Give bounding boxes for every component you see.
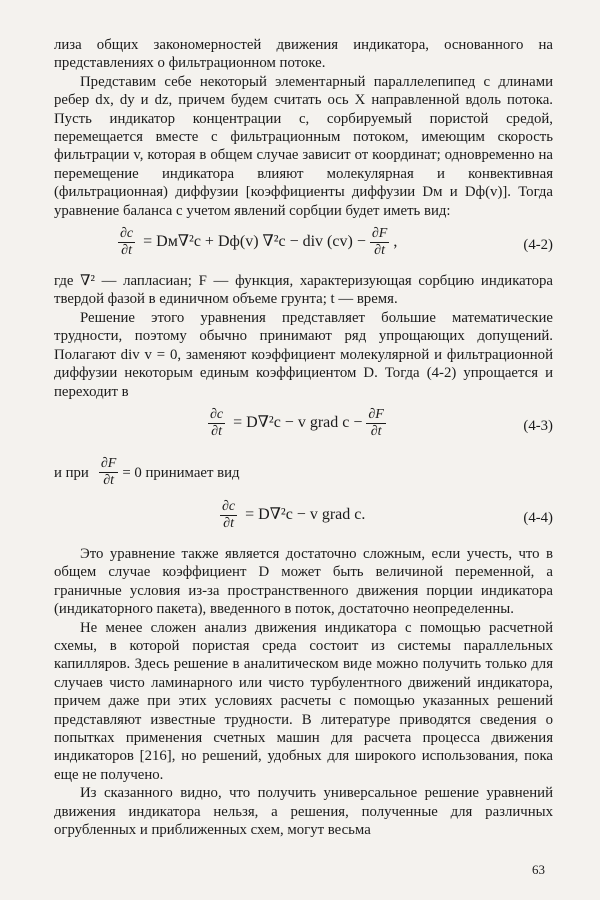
- paragraph-4: Решение этого уравнения представляет большие математические трудности, поэтому обычно принимают ряд упрощающих допущений. Полагают div v = 0, заменяют коэффициент молекулярной и фильтрационной диффузии некоторым единым коэффициентом D. Тогда (4-2) упрощается и переходит в: [54, 309, 553, 400]
- equation-rhs: = D∇²c − v grad c −: [233, 414, 363, 432]
- dF-dt-fraction: [366, 407, 385, 440]
- fraction-numerator: ∂F: [371, 226, 388, 242]
- dF-dt-fraction: [99, 456, 118, 489]
- equation-tail: ,: [393, 233, 398, 251]
- fraction-denominator: ∂t: [370, 423, 382, 439]
- equation-rhs: = Dм∇²c + Dф(v) ∇²c − div (cv) −: [143, 233, 366, 251]
- dc-dt-fraction: [118, 226, 135, 259]
- fraction-numerator: ∂c: [222, 498, 236, 514]
- paragraph-6: Это уравнение также является достаточно сложным, если учесть, что в общем случае коэффициент D может быть величиной переменной, а граничные условия из-за пространственного движения порции индикатора (индикаторного пакета), введенного в поток, достаточно неопределенны.: [54, 545, 553, 618]
- fraction-denominator: ∂t: [374, 243, 385, 259]
- dF-dt-fraction: [370, 226, 389, 259]
- fraction-denominator: ∂t: [121, 243, 132, 259]
- equation-number: (4-2): [523, 237, 553, 254]
- equation-4-3-formula: [204, 407, 390, 440]
- fraction-denominator: ∂t: [223, 515, 234, 531]
- text-column: [54, 36, 553, 839]
- fraction-denominator: ∂t: [211, 423, 222, 439]
- fraction-numerator: ∂F: [368, 406, 384, 422]
- equation-number: (4-4): [523, 509, 553, 526]
- dc-dt-fraction: [208, 407, 225, 440]
- paragraph-7: Не менее сложен анализ движения индикатора с помощью расчетной схемы, в которой пористая среда состоит из системы параллельных капилляров. Здесь решение в аналитическом виде можно получить только для случаев чисто ламинарного или чисто турбулентного движений индикатора, причем даже при этих условиях расчеты с помощью указанных решений представляют известные трудности. В литературе приводятся сведения о попытках применения счетных машин для расчета процесса движения индикаторов [216], но решений, удобных для широкого использования, пока еще не получено.: [54, 619, 553, 783]
- paragraph-3: где ∇² — лапласиан; F — функция, характеризующая сорбцию индикатора твердой фазой в единичном объеме грунта; t — время.: [54, 273, 553, 308]
- fraction-denominator: ∂t: [103, 473, 114, 489]
- equation-4-2-formula: [114, 226, 397, 259]
- paragraph-2: Представим себе некоторый элементарный параллелепипед с длинами ребер dx, dy и dz, причем будем считать ось X направленной вдоль потока. Пусть индикатор концентрации c, сорбируемый пористой средой, перемещается вместе с фильтрационным потоком, имеющим скорость фильтрации v, которая в общем случае зависит от координат; одновременно на перемещение индикатора влияют молекулярная и конвективная (фильтрационная) диффузии [коэффициенты диффузии Dм и Dф(v)]. Тогда уравнение баланса с учетом явлений сорбции будет иметь вид:: [54, 73, 553, 219]
- fraction-numerator: ∂c: [210, 406, 224, 422]
- condition-tail: = 0 принимает вид: [122, 464, 240, 481]
- fraction-numerator: ∂F: [100, 456, 117, 472]
- paragraph-8: Из сказанного видно, что получить универсальное решение уравнений движения индикатора нельзя, а решения, полученные для различных огрубленных и приближенных схем, могут весьма: [54, 785, 553, 838]
- fraction-numerator: ∂c: [120, 226, 134, 242]
- equation-4-2: [54, 224, 553, 268]
- condition-lead: и при: [54, 464, 89, 481]
- dc-dt-fraction: [220, 499, 237, 532]
- paragraph-1: лиза общих закономерностей движения индикатора, основанного на представлениях о фильтрационном потоке.: [54, 37, 553, 72]
- equation-4-4: [54, 497, 553, 541]
- equation-rhs: = D∇²c − v grad c.: [245, 506, 366, 524]
- condition-line: [54, 453, 553, 493]
- page-number: 63: [532, 862, 545, 877]
- equation-4-4-formula: [216, 499, 365, 532]
- equation-4-3: [54, 405, 553, 449]
- equation-number: (4-3): [523, 417, 553, 434]
